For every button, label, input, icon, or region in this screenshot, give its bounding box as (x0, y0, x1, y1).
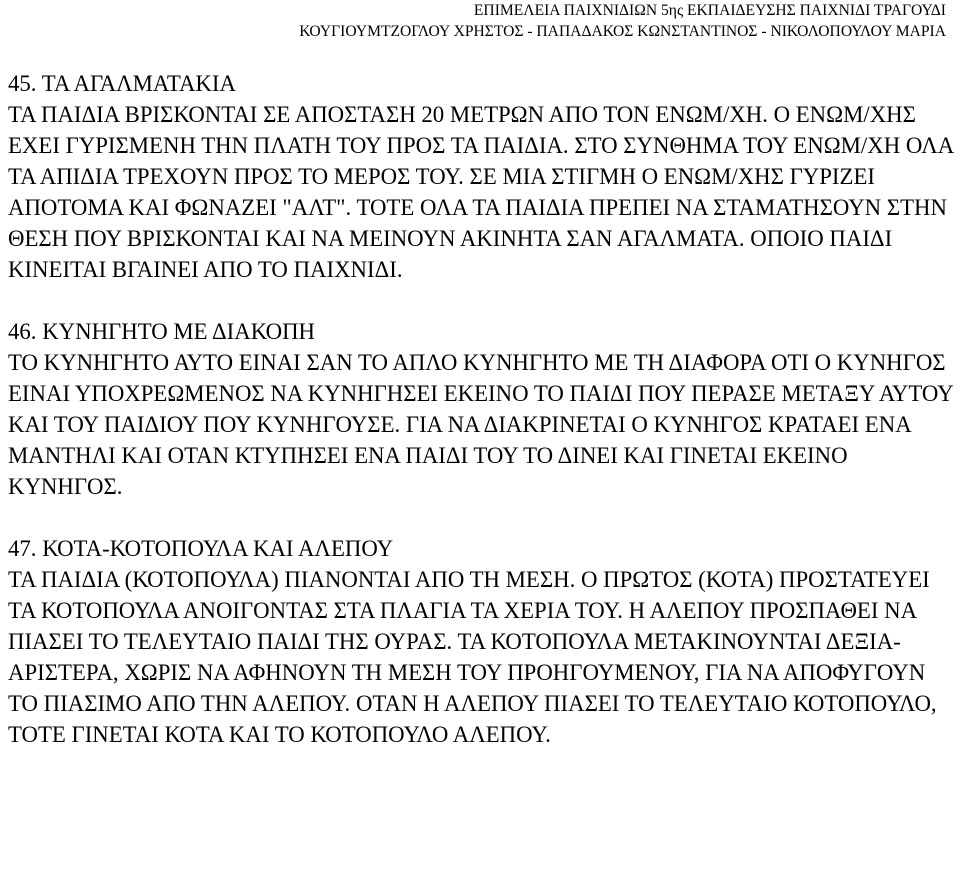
section-text: ΤΑ ΠΑΙΔΙΑ ΒΡΙΣΚΟΝΤΑΙ ΣΕ ΑΠΟΣΤΑΣΗ 20 ΜΕΤΡΩΝ ΑΠΟ ΤΟΝ ΕΝΩΜ/ΧΗ. Ο ΕΝΩΜ/ΧΗΣ ΕΧΕΙ ΓΥΡΙΣΜΕΝΗ ΤΗΝ ΠΛΑΤΗ ΤΟΥ ΠΡΟΣ ΤΑ ΠΑΙΔΙΑ. ΣΤΟ ΣΥΝΘΗΜΑ ΤΟΥ ΕΝΩΜ/ΧΗ ΟΛΑ ΤΑ ΑΠΙΔΙΑ ΤΡΕΧΟΥΝ ΠΡΟΣ ΤΟ ΜΕΡΟΣ ΤΟΥ. ΣΕ ΜΙΑ ΣΤΙΓΜΗ Ο ΕΝΩΜ/ΧΗΣ ΓΥΡΙΖΕΙ ΑΠΟΤΟΜΑ ΚΑΙ ΦΩΝΑΖΕΙ "ΑΛΤ". ΤΟΤΕ ΟΛΑ ΤΑ ΠΑΙΔΙΑ ΠΡΕΠΕΙ ΝΑ ΣΤΑΜΑΤΗΣΟΥΝ ΣΤΗΝ ΘΕΣΗ ΠΟΥ ΒΡΙΣΚΟΝΤΑΙ ΚΑΙ ΝΑ ΜΕΙΝΟΥΝ ΑΚΙΝΗΤΑ ΣΑΝ ΑΓΑΛΜΑΤΑ. ΟΠΟΙΟ ΠΑΙΔΙ ΚΙΝΕΙΤΑΙ ΒΓΑΙΝΕΙ ΑΠΟ ΤΟ ΠΑΙΧΝΙΔΙ. (8, 102, 953, 282)
header-line-2: ΚΟΥΓΙΟΥΜΤΖΟΓΛΟΥ ΧΡΗΣΤΟΣ - ΠΑΠΑΔΑΚΟΣ ΚΩΝΣΤΑΝΤΙΝΟΣ - ΝΙΚΟΛΟΠΟΥΛΟΥ ΜΑΡΙΑ (299, 23, 946, 40)
section-46 (8, 316, 953, 502)
section-title: 46. ΚΥΝΗΓΗΤΟ ΜΕ ΔΙΑΚΟΠΗ (8, 319, 316, 344)
section-45 (8, 68, 953, 285)
section-text: ΤΟ ΚΥΝΗΓΗΤΟ ΑΥΤΟ ΕΙΝΑΙ ΣΑΝ ΤΟ ΑΠΛΟ ΚΥΝΗΓΗΤΟ ΜΕ ΤΗ ΔΙΑΦΟΡΑ ΟΤΙ Ο ΚΥΝΗΓΟΣ ΕΙΝΑΙ ΥΠΟΧΡΕΩΜΕΝΟΣ ΝΑ ΚΥΝΗΓΗΣΕΙ ΕΚΕΙΝΟ ΤΟ ΠΑΙΔΙ ΠΟΥ ΠΕΡΑΣΕ ΜΕΤΑΞΥ ΑΥΤΟΥ ΚΑΙ ΤΟΥ ΠΑΙΔΙΟΥ ΠΟΥ ΚΥΝΗΓΟΥΣΕ. ΓΙΑ ΝΑ ΔΙΑΚΡΙΝΕΤΑΙ Ο ΚΥΝΗΓΟΣ ΚΡΑΤΑΕΙ ΕΝΑ ΜΑΝΤΗΛΙ ΚΑΙ ΟΤΑΝ ΚΤΥΠΗΣΕΙ ΕΝΑ ΠΑΙΔΙ ΤΟΥ ΤΟ ΔΙΝΕΙ ΚΑΙ ΓΙΝΕΤΑΙ ΕΚΕΙΝΟ ΚΥΝΗΓΟΣ. (8, 350, 953, 499)
section-47 (8, 533, 953, 750)
header-line-1: ΕΠΙΜΕΛΕΙΑ ΠΑΙΧΝΙΔΙΩΝ 5ης ΕΚΠΑΙΔΕΥΣΗΣ ΠΑΙΧΝΙΔΙ ΤΡΑΓΟΥΔΙ (473, 2, 946, 19)
section-text: ΤΑ ΠΑΙΔΙΑ (ΚΟΤΟΠΟΥΛΑ) ΠΙΑΝΟΝΤΑΙ ΑΠΟ ΤΗ ΜΕΣΗ. Ο ΠΡΩΤΟΣ (ΚΟΤΑ) ΠΡΟΣΤΑΤΕΥΕΙ ΤΑ ΚΟΤΟΠΟΥΛΑ ΑΝΟΙΓΟΝΤΑΣ ΣΤΑ ΠΛΑΓΙΑ ΤΑ ΧΕΡΙΑ ΤΟΥ. Η ΑΛΕΠΟΥ ΠΡΟΣΠΑΘΕΙ ΝΑ ΠΙΑΣΕΙ ΤΟ ΤΕΛΕΥΤΑΙΟ ΠΑΙΔΙ ΤΗΣ ΟΥΡΑΣ. ΤΑ ΚΟΤΟΠΟΥΛΑ ΜΕΤΑΚΙΝΟΥΝΤΑΙ ΔΕΞΙΑ-ΑΡΙΣΤΕΡΑ, ΧΩΡΙΣ ΝΑ ΑΦΗΝΟΥΝ ΤΗ ΜΕΣΗ ΤΟΥ ΠΡΟΗΓΟΥΜΕΝΟΥ, ΓΙΑ ΝΑ ΑΠΟΦΥΓΟΥΝ ΤΟ ΠΙΑΣΙΜΟ ΑΠΟ ΤΗΝ ΑΛΕΠΟΥ. ΟΤΑΝ Η ΑΛΕΠΟΥ ΠΙΑΣΕΙ ΤΟ ΤΕΛΕΥΤΑΙΟ ΚΟΤΟΠΟΥΛΟ, ΤΟΤΕ ΓΙΝΕΤΑΙ ΚΟΤΑ ΚΑΙ ΤΟ ΚΟΤΟΠΟΥΛΟ ΑΛΕΠΟΥ. (8, 567, 937, 747)
page-header (299, 0, 946, 42)
section-title: 45. ΤΑ ΑΓΑΛΜΑΤΑΚΙΑ (8, 71, 236, 96)
section-title: 47. ΚΟΤΑ-ΚΟΤΟΠΟΥΛΑ ΚΑΙ ΑΛΕΠΟΥ (8, 536, 394, 561)
document-body (8, 68, 953, 750)
